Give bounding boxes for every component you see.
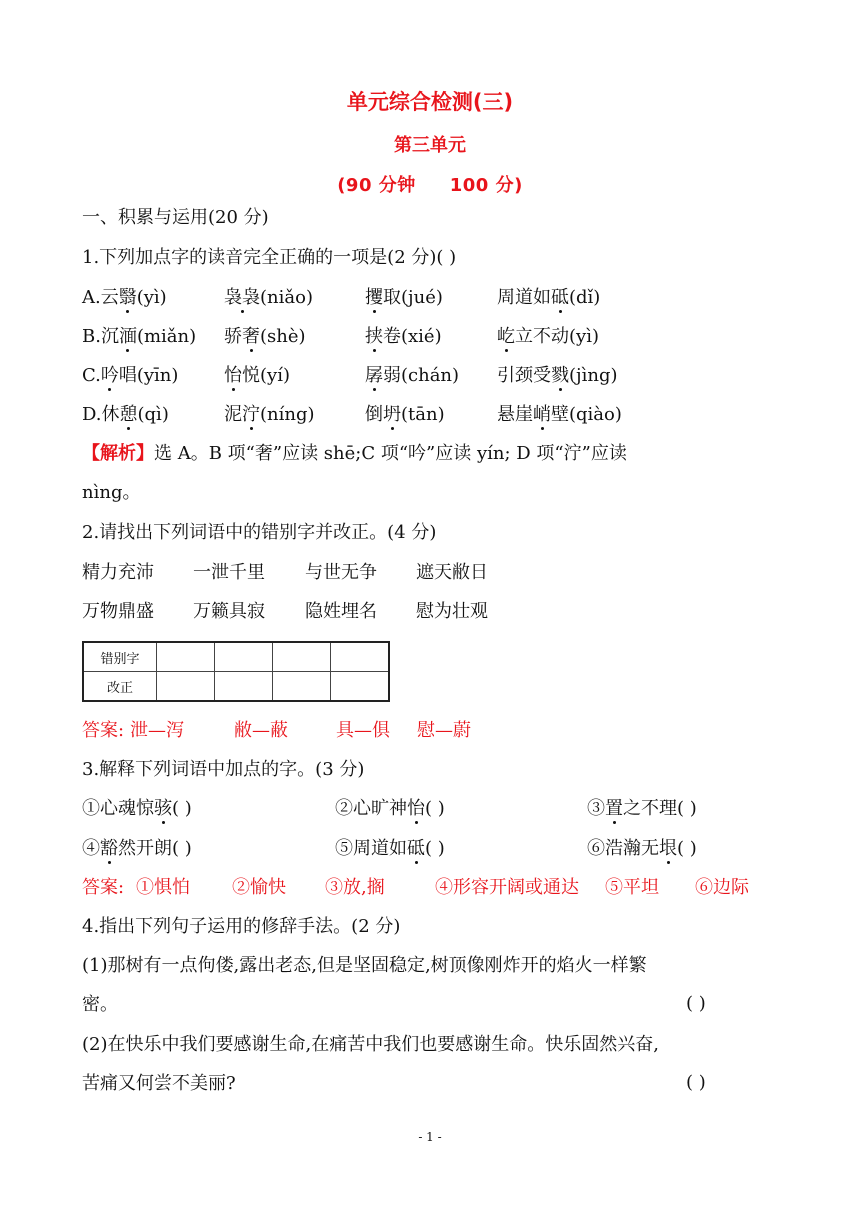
item-text: ③ — [587, 798, 605, 819]
item-text: ② — [335, 798, 353, 819]
item-text: 心旷神 — [353, 798, 407, 819]
answer-line — [82, 719, 582, 745]
table-cell[interactable] — [157, 642, 215, 672]
option-item — [497, 364, 618, 388]
option-row — [82, 403, 782, 429]
page-number: - 1 - — [418, 1130, 442, 1144]
option-text: 休 — [101, 404, 120, 425]
dotted-char: 砥 — [551, 287, 569, 308]
dotted-char: 怡 — [407, 798, 425, 819]
table-cell[interactable] — [331, 642, 390, 672]
option-text: 唱(yīn) — [118, 365, 179, 386]
dotted-char: 怡 — [224, 365, 242, 386]
item-text: ⑥ — [587, 838, 605, 859]
option-text: (tān) — [401, 404, 445, 425]
dotted-char: 攫 — [365, 287, 383, 308]
option-row — [82, 364, 782, 390]
definition-item — [82, 837, 192, 861]
word-row — [82, 600, 582, 626]
sentence-2-line-1: (2)在快乐中我们要感谢生命,在痛苦中我们也要感谢生命。快乐固然兴奋, — [82, 1034, 659, 1055]
dotted-char: 憩 — [119, 404, 138, 425]
option-text: (jìng) — [569, 365, 618, 386]
option-item — [224, 286, 313, 310]
option-item — [497, 403, 622, 427]
table-cell[interactable] — [273, 672, 331, 702]
item-blank[interactable]: ( ) — [425, 798, 445, 819]
dotted-char: 坍 — [383, 404, 401, 425]
option-text: 取(jué) — [383, 287, 443, 308]
dotted-char: 翳 — [118, 287, 137, 308]
question-4-stem: 4.指出下列句子运用的修辞手法。(2 分) — [82, 916, 401, 937]
option-item — [497, 286, 600, 310]
word-item: 万籁具寂 — [193, 601, 265, 622]
answer-item: ④形容开阔或通达 — [435, 877, 579, 898]
total-score: 100 分) — [449, 175, 523, 196]
dotted-char: 屹 — [497, 326, 515, 347]
answer-item: ③放,搁 — [325, 877, 385, 898]
table-label-correction: 改正 — [83, 672, 157, 702]
word-item: 精力充沛 — [82, 562, 154, 583]
dotted-char: 袅袅 — [224, 287, 260, 308]
item-blank[interactable]: 然开朗( ) — [118, 838, 192, 859]
item-text: 浩瀚无 — [605, 838, 659, 859]
option-text: 引颈受 — [497, 365, 551, 386]
dotted-char: 豁 — [100, 838, 118, 859]
option-label: D. — [82, 404, 102, 425]
table-row — [83, 672, 389, 702]
option-row — [82, 286, 782, 312]
question-3-stem: 3.解释下列词语中加点的字。(3 分) — [82, 759, 365, 780]
answer-blank-2[interactable]: ( ) — [686, 1072, 706, 1093]
dotted-char: 泞 — [242, 404, 260, 425]
page-title: 单元综合检测(三) — [346, 90, 514, 114]
option-text: (miǎn) — [136, 326, 197, 347]
item-text: ① — [82, 798, 100, 819]
word-item: 慰为壮观 — [416, 601, 488, 622]
option-item — [82, 325, 196, 349]
option-text: 弱(chán) — [383, 365, 460, 386]
dotted-char: 砥 — [407, 838, 425, 859]
option-text: 悬崖 — [497, 404, 533, 425]
option-item — [224, 403, 315, 427]
answer-blank-1[interactable]: ( ) — [686, 993, 706, 1014]
time-score — [0, 171, 860, 197]
item-text: ⑤ — [335, 838, 353, 859]
time-limit: (90 分钟 — [337, 175, 416, 196]
table-cell[interactable] — [331, 672, 390, 702]
option-item — [365, 364, 459, 388]
option-item — [365, 286, 443, 310]
dotted-char: 挟 — [365, 326, 383, 347]
option-text: 壁(qiào) — [551, 404, 622, 425]
option-text: (shè) — [260, 326, 306, 347]
analysis-tag: 【解析】 — [82, 443, 154, 464]
answer-line — [82, 876, 782, 902]
dotted-char: 奢 — [242, 326, 260, 347]
option-text: (niǎo) — [260, 287, 313, 308]
option-text: (qì) — [137, 404, 169, 425]
option-item — [224, 325, 306, 349]
word-item: 与世无争 — [305, 562, 377, 583]
option-label: B. — [82, 326, 101, 347]
table-cell[interactable] — [157, 672, 215, 702]
option-text: (níng) — [260, 404, 315, 425]
item-blank[interactable]: ( ) — [172, 798, 192, 819]
definition-item — [587, 837, 697, 861]
section-heading: 一、积累与运用(20 分) — [82, 207, 269, 228]
table-cell[interactable] — [215, 642, 273, 672]
analysis-text: 选 A。B 项“奢”应读 shē;C 项“吟”应读 yín; D 项“泞”应读 — [154, 443, 627, 464]
option-text: 骄 — [224, 326, 242, 347]
table-cell[interactable] — [215, 672, 273, 702]
option-item — [497, 325, 599, 349]
sentence-2-line-2: 苦痛又何尝不美丽? — [82, 1073, 236, 1094]
option-item — [82, 403, 169, 427]
answer-item: 敝—蔽 — [234, 720, 288, 741]
sentence-1-line-2: 密。 — [82, 994, 118, 1015]
word-item: 一泄千里 — [193, 562, 265, 583]
option-row — [82, 325, 782, 351]
option-item — [82, 364, 178, 388]
option-text: 卷(xié) — [383, 326, 442, 347]
item-text: 心魂惊 — [100, 798, 154, 819]
analysis-continued: nìng。 — [82, 482, 141, 503]
definition-item — [587, 797, 697, 821]
sentence-1-line-1: (1)那树有一点佝偻,露出老态,但是坚固稳定,树顶像刚炸开的焰火一样繁 — [82, 955, 647, 976]
table-row — [83, 642, 389, 672]
table-label-typo: 错别字 — [83, 642, 157, 672]
answer-item: 慰—蔚 — [417, 720, 471, 741]
word-item: 万物鼎盛 — [82, 601, 154, 622]
dotted-char: 吟 — [100, 365, 119, 386]
definition-item — [82, 797, 192, 821]
dotted-char: 戮 — [551, 365, 569, 386]
option-item — [365, 403, 445, 427]
option-item — [82, 286, 167, 310]
answer-item: 泄—泻 — [130, 720, 184, 741]
answer-item: ⑤平坦 — [605, 877, 659, 898]
option-text: 周道如 — [497, 287, 551, 308]
dotted-char: 垠 — [659, 838, 677, 859]
option-text: 悦(yí) — [242, 365, 290, 386]
question-1-stem: 1.下列加点字的读音完全正确的一项是(2 分)( ) — [82, 247, 457, 268]
answer-item: ②愉快 — [232, 877, 286, 898]
dotted-char: 湎 — [118, 326, 137, 347]
answer-tag: 答案: — [82, 720, 125, 741]
answer-item: ①惧怕 — [136, 877, 190, 898]
word-item: 遮天敝日 — [416, 562, 488, 583]
answer-tag: 答案: — [82, 877, 125, 898]
analysis-line — [82, 442, 627, 466]
item-text: ④ — [82, 838, 100, 859]
option-label: C. — [82, 365, 101, 386]
option-text: 立不动(yì) — [515, 326, 599, 347]
correction-table — [82, 641, 390, 702]
item-text: 周道如 — [353, 838, 407, 859]
option-text: (yì) — [136, 287, 167, 308]
option-item — [224, 364, 290, 388]
option-text: (dǐ) — [569, 287, 601, 308]
table-cell[interactable] — [273, 642, 331, 672]
option-text: 沉 — [100, 326, 119, 347]
word-item: 隐姓埋名 — [305, 601, 377, 622]
option-text: 云 — [100, 287, 119, 308]
option-text: 泥 — [224, 404, 242, 425]
dotted-char: 孱 — [365, 365, 383, 386]
item-blank[interactable]: 之不理( ) — [623, 798, 697, 819]
dotted-char: 置 — [605, 798, 623, 819]
dotted-char: 峭 — [533, 404, 551, 425]
option-text: 倒 — [365, 404, 383, 425]
item-blank[interactable]: ( ) — [677, 838, 697, 859]
answer-item: ⑥边际 — [695, 877, 749, 898]
definition-item — [335, 797, 445, 821]
unit-subtitle: 第三单元 — [394, 135, 466, 156]
option-label: A. — [82, 287, 101, 308]
question-2-stem: 2.请找出下列词语中的错别字并改正。(4 分) — [82, 522, 437, 543]
dotted-char: 骇 — [154, 798, 172, 819]
item-blank[interactable]: ( ) — [425, 838, 445, 859]
answer-item: 具—俱 — [336, 720, 390, 741]
word-row — [82, 561, 582, 587]
definition-item — [335, 837, 445, 861]
option-item — [365, 325, 442, 349]
